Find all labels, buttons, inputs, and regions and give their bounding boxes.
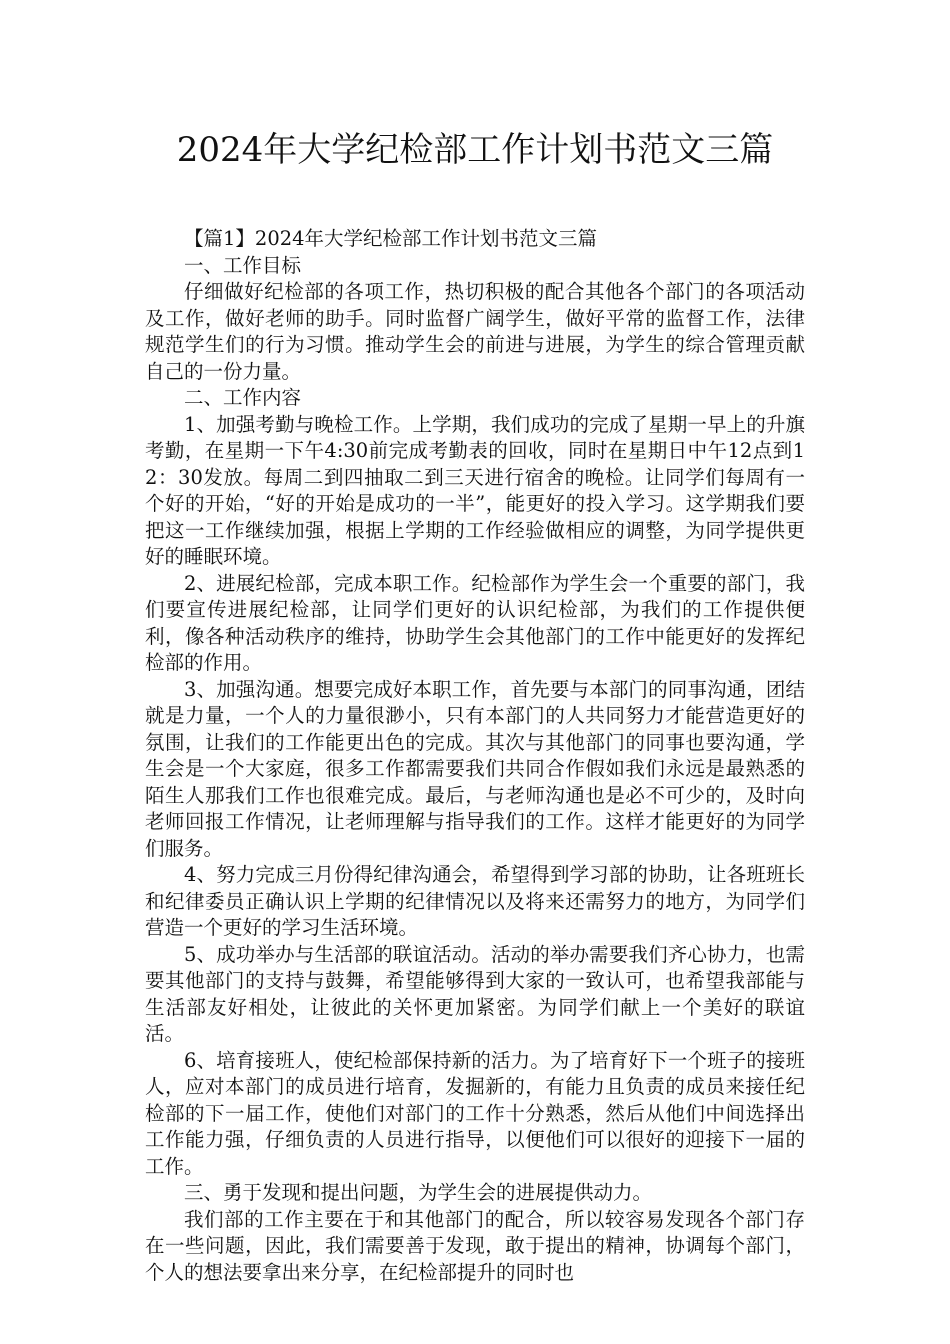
series-heading: 【篇1】2024年大学纪检部工作计划书范文三篇 — [184, 227, 598, 250]
paragraph-item-5: 5、成功举办与生活部的联谊活动。活动的举办需要我们齐心协力，也需要其他部门的支持与鼓舞，希望能够得到大家的一致认可，也希望我部能与生活部友好相处，让彼此的关怀更加紧密。为同学们献上一个美好的联谊活。 — [145, 942, 805, 1045]
paragraph-item-4: 4、努力完成三月份得纪律沟通会，希望得到学习部的协助，让各班班长和纪律委员正确认识上学期的纪律情况以及将来还需努力的地方，为同学们营造一个更好的学习生活环境。 — [145, 863, 805, 939]
section-heading-content: 二、工作内容 — [184, 386, 302, 409]
section-heading-problems: 三、勇于发现和提出问题，为学生会的进展提供动力。 — [184, 1181, 653, 1204]
paragraph-goals: 仔细做好纪检部的各项工作，热切积极的配合其他各个部门的各项活动及工作，做好老师的助手。同时监督广阔学生，做好平常的监督工作，法律规范学生们的行为习惯。推动学生会的前进与进展，为学生的综合管理贡献自己的一份力量。 — [145, 280, 805, 383]
document-body — [145, 226, 805, 1286]
paragraph-problems: 我们部的工作主要在于和其他部门的配合，所以较容易发现各个部门存在一些问题，因此，我们需要善于发现，敢于提出的精神，协调每个部门，个人的想法要拿出来分享，在纪检部提升的同时也 — [145, 1207, 805, 1284]
paragraph-item-2: 2、进展纪检部，完成本职工作。纪检部作为学生会一个重要的部门，我们要宣传进展纪检部，让同学们更好的认识纪检部，为我们的工作提供便利，像各种活动秩序的维持，协助学生会其他部门的工作中能更好的发挥纪检部的作用。 — [145, 571, 805, 674]
section-heading-goals: 一、工作目标 — [184, 253, 302, 277]
paragraph-item-1: 1、加强考勤与晚检工作。上学期，我们成功的完成了星期一早上的升旗考勤，在星期一下午4:30前完成考勤表的回收，同时在星期日中午12点到12：30发放。每周二到四抽取二到三天进行宿舍的晚检。让同学们每周有一个好的开始，“好的开始是成功的一半”，能更好的投入学习。这学期我们要把这一工作继续加强，根据上学期的工作经验做相应的调整，为同学提供更好的睡眠环境。 — [145, 412, 805, 568]
paragraph-item-6: 6、培育接班人，使纪检部保持新的活力。为了培育好下一个班子的接班人，应对本部门的成员进行培育，发掘新的，有能力且负责的成员来接任纪检部的下一届工作，使他们对部门的工作十分熟悉，然后从他们中间选择出工作能力强，仔细负责的人员进行指导，以便他们可以很好的迎接下一届的工作。 — [145, 1048, 805, 1178]
document-title: 2024年大学纪检部工作计划书范文三篇 — [176, 130, 774, 170]
paragraph-item-3: 3、加强沟通。想要完成好本职工作，首先要与本部门的同事沟通，团结就是力量，一个人的力量很渺小，只有本部门的人共同努力才能营造更好的氛围，让我们的工作能更出色的完成。其次与其他部门的同事也要沟通，学生会是一个大家庭，很多工作都需要我们共同合作假如我们永远是最熟悉的陌生人那我们工作也很难完成。最后，与老师沟通也是必不可少的，及时向老师回报工作情况，让老师理解与指导我们的工作。这样才能更好的为同学们服务。 — [145, 677, 805, 860]
